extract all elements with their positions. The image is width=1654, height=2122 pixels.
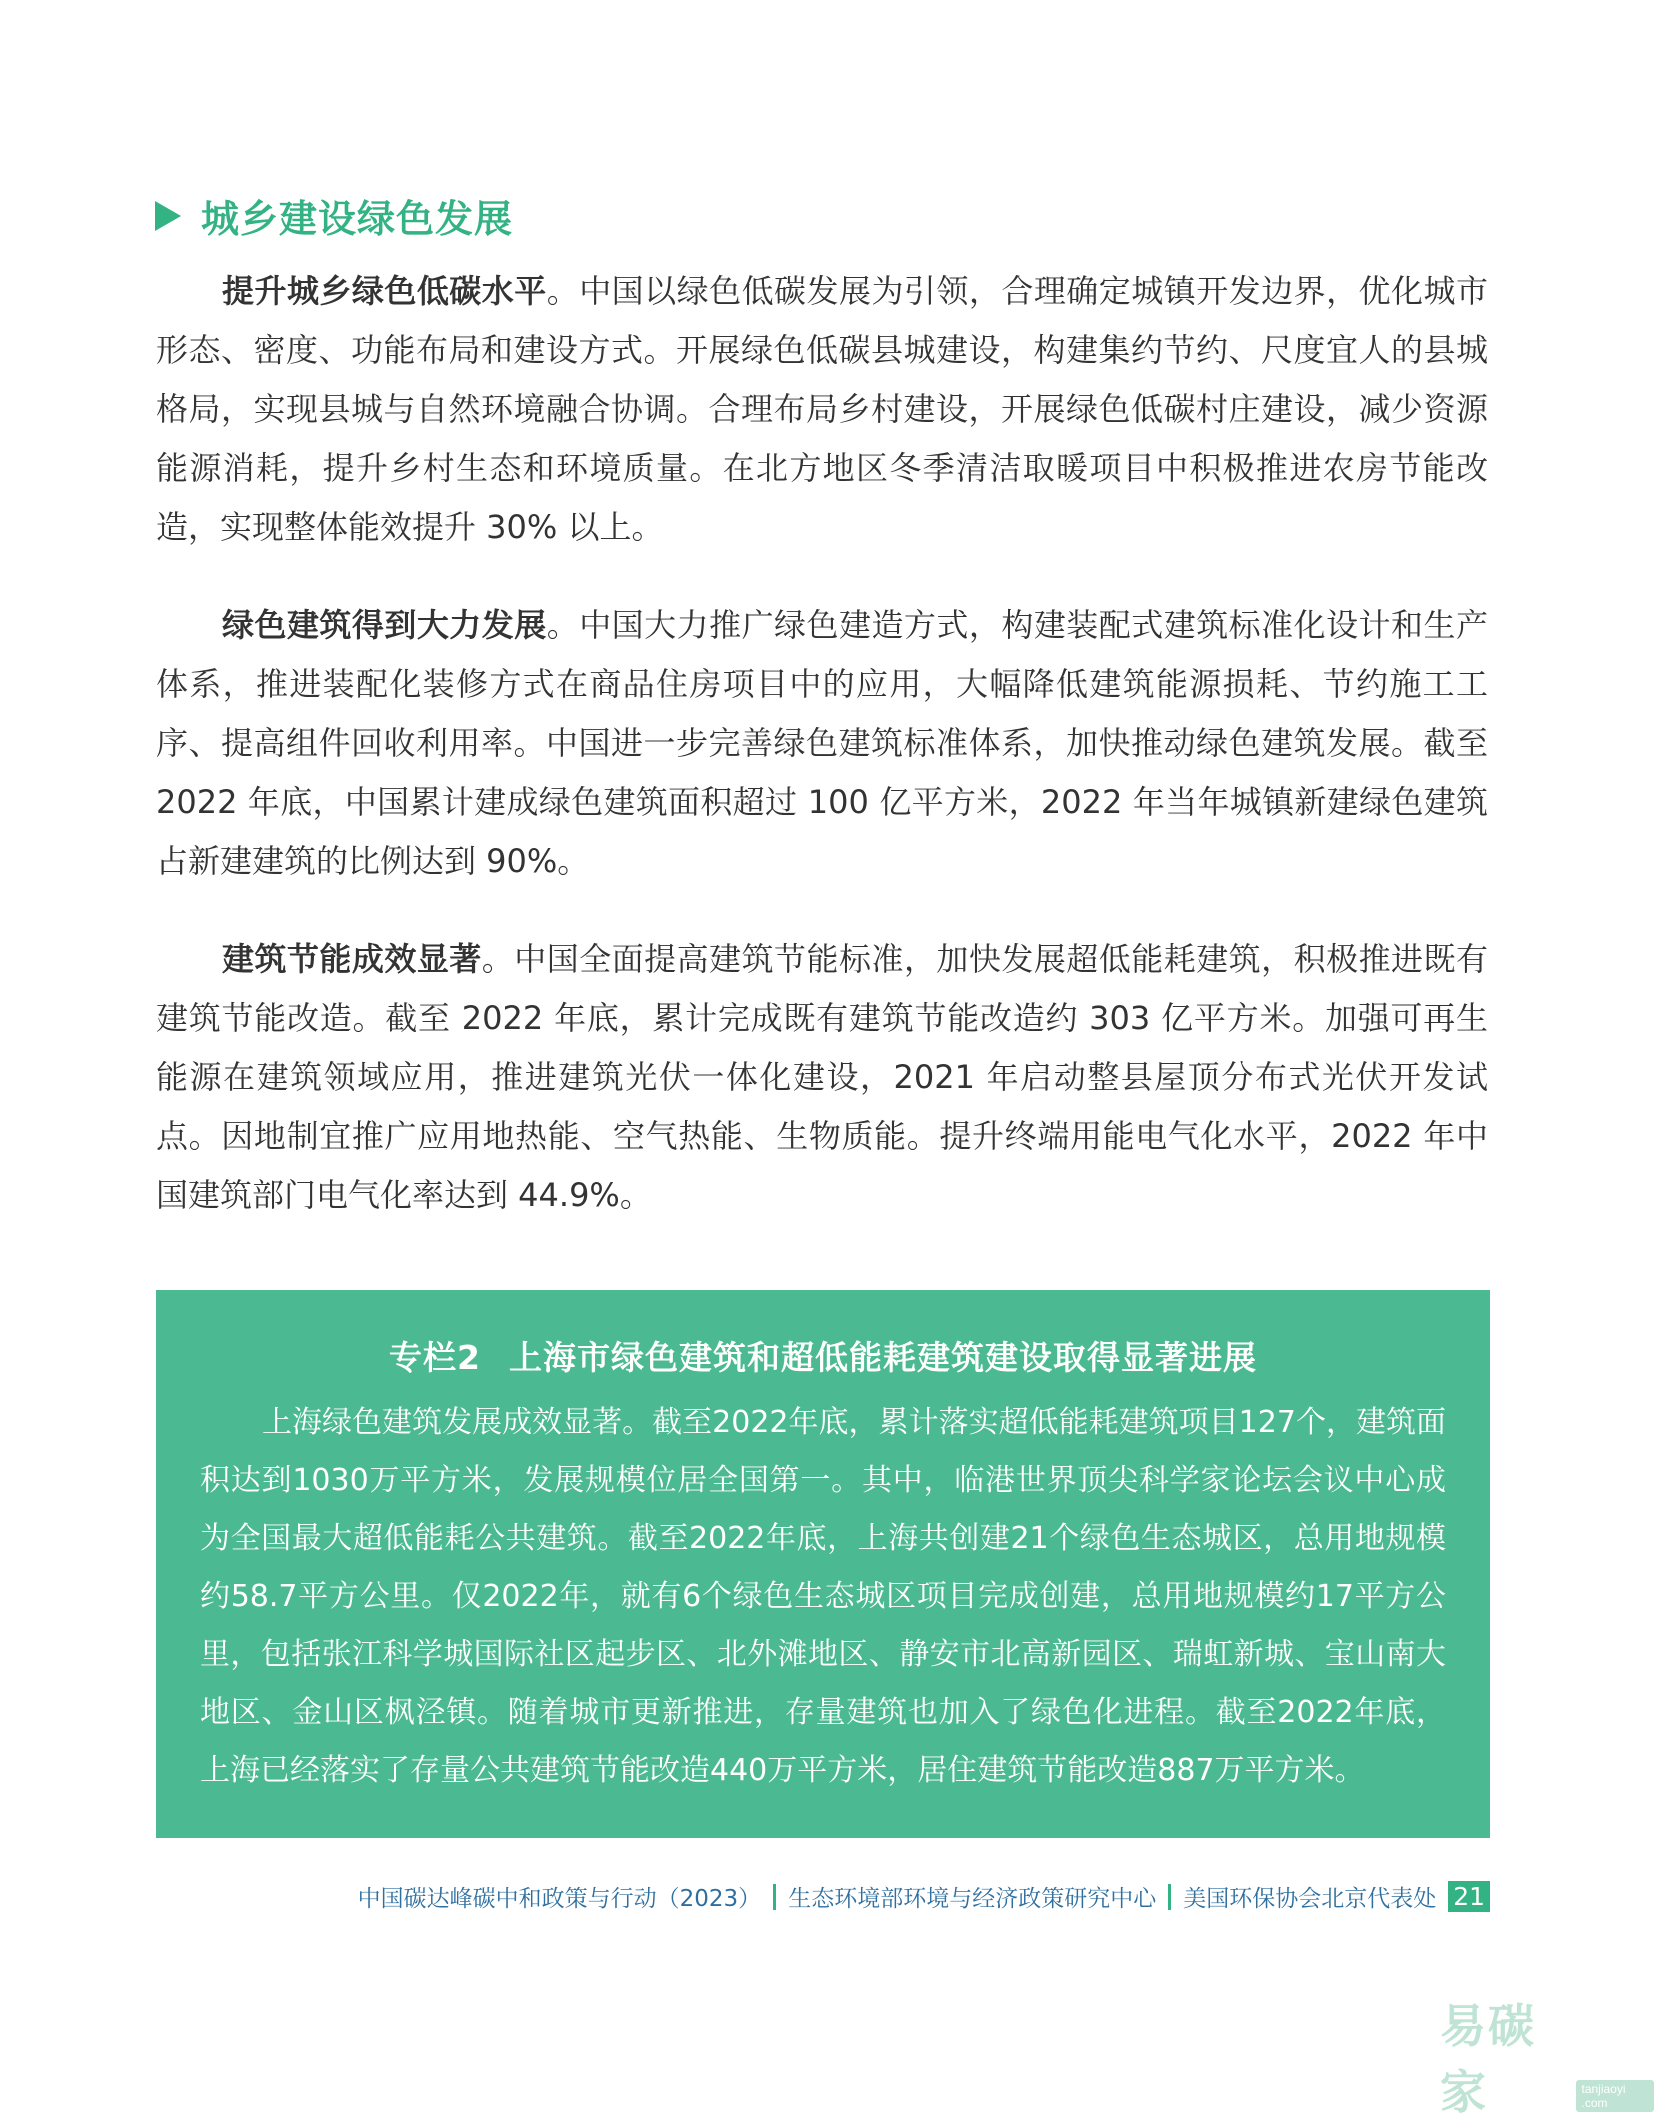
section-title: 城乡建设绿色发展 bbox=[201, 197, 514, 241]
footer-divider bbox=[773, 1884, 776, 1910]
watermark-badge: tanjiaoyi .com bbox=[1576, 2080, 1654, 2112]
page-footer bbox=[358, 1880, 1490, 1913]
footer-org-2: 美国环保协会北京代表处 bbox=[1183, 1886, 1437, 1912]
paragraph-energy-saving bbox=[156, 930, 1488, 1225]
paragraph-green-building bbox=[156, 596, 1488, 891]
watermark-text: 易碳家 bbox=[1440, 1999, 1536, 2119]
watermark-logo bbox=[1440, 1990, 1654, 2122]
triangle-bullet-icon bbox=[155, 201, 181, 231]
footer-org-1: 生态环境部环境与经济政策研究中心 bbox=[788, 1886, 1157, 1912]
column-box bbox=[156, 1290, 1490, 1838]
paragraph-text: 。中国全面提高建筑节能标准，加快发展超低能耗建筑，积极推进既有建筑节能改造。截至 2022 年底，累计完成既有建筑节能改造约 303 亿平方米。加强可再生能源在建筑领域应用，推进建筑光伏一体化建设，2021 年启动整县屋顶分布式光伏开发试点。因地制宜推广应用地热能、空气热能、生物质能。提升终端用能电气化水平，2022 年中国建筑部门电气化率达到 44.9%。 bbox=[156, 940, 1488, 1214]
column-box-title bbox=[156, 1332, 1490, 1379]
page-number: 21 bbox=[1448, 1881, 1490, 1912]
paragraph-text: 。中国大力推广绿色建造方式，构建装配式建筑标准化设计和生产体系，推进装配化装修方式在商品住房项目中的应用，大幅降低建筑能源损耗、节约施工工序、提高组件回收利用率。中国进一步完善绿色建筑标准体系，加快推动绿色建筑发展。截至 2022 年底，中国累计建成绿色建筑面积超过 100 亿平方米，2022 年当年城镇新建绿色建筑占新建建筑的比例达到 90%。 bbox=[156, 606, 1488, 880]
paragraph-lead: 提升城乡绿色低碳水平 bbox=[222, 272, 547, 310]
footer-divider bbox=[1168, 1884, 1171, 1910]
column-box-label: 专栏2 bbox=[389, 1338, 481, 1377]
paragraph-urban-rural bbox=[156, 262, 1488, 557]
paragraph-lead: 绿色建筑得到大力发展 bbox=[222, 606, 547, 644]
section-header bbox=[155, 188, 513, 243]
column-box-body: 上海绿色建筑发展成效显著。截至2022年底，累计落实超低能耗建筑项目127个，建筑面积达到1030万平方米，发展规模位居全国第一。其中，临港世界顶尖科学家论坛会议中心成为全国最大超低能耗公共建筑。截至2022年底，上海共创建21个绿色生态城区，总用地规模约58.7平方公里。仅2022年，就有6个绿色生态城区项目完成创建，总用地规模约17平方公里，包括张江科学城国际社区起步区、北外滩地区、静安市北高新园区、瑞虹新城、宝山南大地区、金山区枫泾镇。随着城市更新推进，存量建筑也加入了绿色化进程。截至2022年底，上海已经落实了存量公共建筑节能改造440万平方米，居住建筑节能改造887万平方米。 bbox=[200, 1405, 1446, 1788]
column-box-heading: 上海市绿色建筑和超低能耗建筑建设取得显著进展 bbox=[508, 1338, 1257, 1377]
paragraph-lead: 建筑节能成效显著 bbox=[222, 940, 482, 978]
paragraph-text: 。中国以绿色低碳发展为引领，合理确定城镇开发边界，优化城市形态、密度、功能布局和建设方式。开展绿色低碳县城建设，构建集约节约、尺度宜人的县城格局，实现县城与自然环境融合协调。合理布局乡村建设，开展绿色低碳村庄建设，减少资源能源消耗，提升乡村生态和环境质量。在北方地区冬季清洁取暖项目中积极推进农房节能改造，实现整体能效提升 30% 以上。 bbox=[156, 272, 1488, 546]
footer-report-title: 中国碳达峰碳中和政策与行动（2023） bbox=[357, 1886, 762, 1912]
